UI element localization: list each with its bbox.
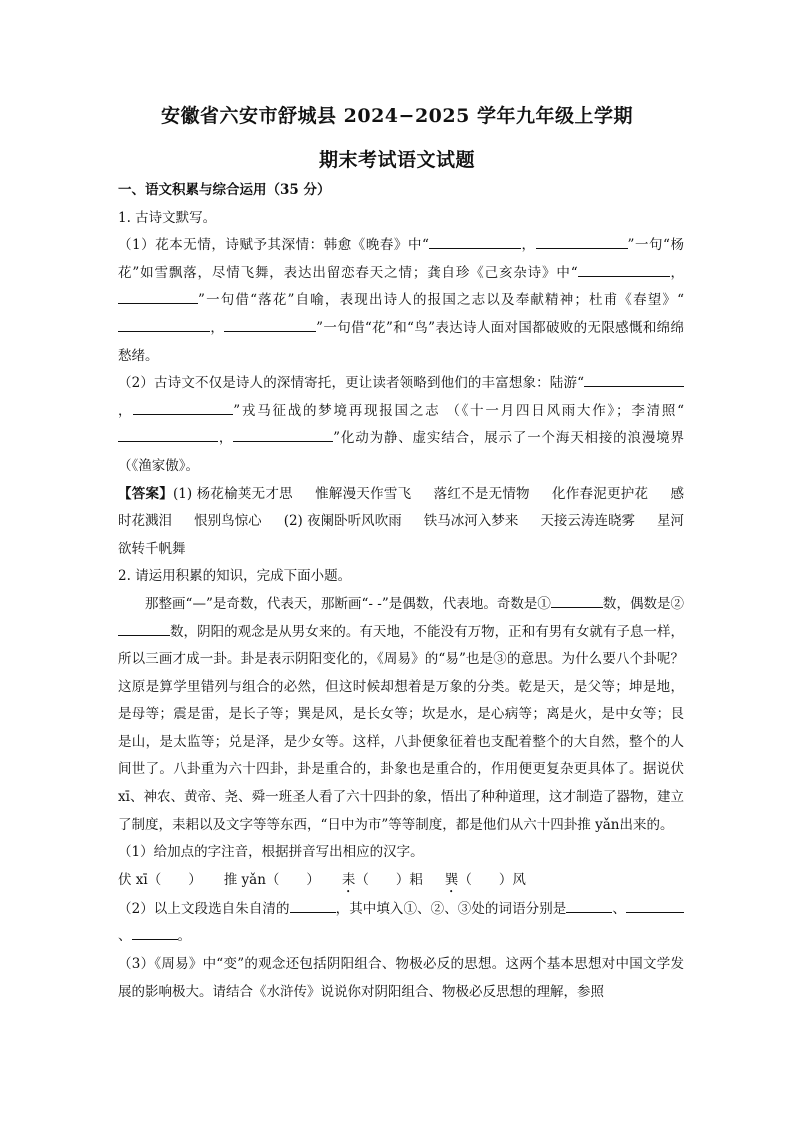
answer-item: 感时花溅泪: [118, 485, 685, 530]
question-1-part-1: [118, 232, 684, 370]
text-run: ，其中填入①、②、③处的词语分别是: [335, 900, 567, 917]
pinyin-item: 伏 xī（ ）: [118, 871, 202, 888]
answer-block: [118, 481, 684, 564]
question-2-heading: 2. 请运用积累的知识，完成下面小题。: [118, 568, 352, 585]
text-run: 。: [177, 928, 191, 945]
text-run: ”一句借“花”和“鸟”表达诗人面对国都破败的无限感慨和绵绵愁绪。: [118, 319, 684, 364]
text-run: （1）花本无情，诗赋予其深情：韩愈《晚春》中“: [118, 237, 429, 254]
answer-blank[interactable]: [290, 898, 336, 913]
pinyin-item: 巽（ ）风: [444, 871, 526, 888]
text-run: 、: [118, 928, 132, 945]
answer-item: 惟解漫天作雪飞: [314, 485, 412, 502]
text-run: 的意思。为什么要八个卦呢？这原是算学里错列与组合的必然，但这时候却想着是万象的分类。乾是天，是父等；坤是地，是母等；震是雷，是长子等；巽是风，是长女等；坎是水，是心病等；离是火，是中女等；艮是山，是太监等；兑是泽，是少女等。这样，八卦便象征着也支配着整个的大自然，整个的人间世了。八卦重为六十四卦，卦是重合的，卦象也是重合的，作用便更复杂更具体了。据说伏 xī、神农、黄帝、尧、舜一班圣人看了六十四卦的象，悟出了种种道理，这才制造了器物，建立了制度，耒耜以及文字等等东西，“日中为市”等等制度，都是他们从六十四卦推 yǎn出来的。: [118, 651, 684, 833]
answer-blank[interactable]: [118, 289, 198, 304]
exam-title-line2: 期末考试语文试题: [318, 149, 475, 171]
answer-blank[interactable]: [132, 925, 178, 940]
text-run: （2）以上文段选自朱自清的: [118, 900, 290, 917]
pinyin-item: 推 yǎn（ ）: [223, 871, 320, 888]
answer-blank[interactable]: [233, 427, 333, 442]
exam-body: [118, 177, 684, 1006]
answer-blank[interactable]: [626, 898, 684, 913]
answer-item: (1) 杨花榆荚无才思: [172, 485, 293, 502]
text-run: ，: [669, 264, 684, 281]
question-2-sub-2: [118, 896, 684, 951]
answer-item: 恨别鸟惊心: [194, 513, 262, 530]
text-run: ，: [210, 319, 225, 336]
text-run: 数，阴阳的观念是从男女来的。有天地，不能没有万物，正和有男有女就有子息一样，所以三画才成一卦。卦是表示阴阳变化的，《周易》的“易”也是③: [118, 623, 684, 668]
section-heading: 一、语文积累与综合运用（35 分）: [118, 182, 331, 198]
text-run: ，: [218, 430, 234, 447]
answer-blank[interactable]: [578, 262, 670, 277]
answer-blank[interactable]: [118, 427, 218, 442]
text-run: ”化动为静、虚实结合，展示了一个海天相接的浪漫境界（《渔家傲》。: [118, 430, 685, 474]
answer-item: 落红不是无情物: [433, 485, 530, 502]
pinyin-item: 耒（ ）耜: [341, 871, 423, 888]
question-2-sub-1: （1）给加点的字注音，根据拼音写出相应的汉字。: [118, 844, 424, 861]
answer-blank[interactable]: [133, 400, 233, 415]
answer-blank[interactable]: [224, 317, 316, 332]
text-run: ”一句借“落花”自喻，表现出诗人的报国之志以及奉献精神；杜甫《春望》“: [198, 292, 684, 309]
text-run: 那整画“—”是奇数，代表天，那断画“- -”是偶数，代表地。奇数是①: [145, 595, 551, 612]
answer-blank[interactable]: [566, 898, 612, 913]
answer-item: 化作春泥更护花: [551, 485, 649, 502]
answer-blank[interactable]: [118, 317, 210, 332]
reading-passage: [118, 591, 684, 839]
answer-item: 天接云涛连晓雾: [540, 513, 636, 530]
text-run: 、: [612, 900, 627, 917]
answer-blank[interactable]: [429, 234, 521, 249]
answer-blank[interactable]: [536, 234, 628, 249]
answer-item: 铁马冰河入梦来: [423, 513, 519, 530]
answer-item: 星河欲转千帆舞: [118, 513, 685, 557]
text-run: 数，偶数是②: [602, 595, 685, 612]
text-run: ”一句“杨花”如雪飘落，尽情飞舞，表达出留恋春天之情；龚自珍《己亥杂诗》中“: [118, 237, 685, 281]
exam-title-line1: 安徽省六安市舒城县 2024−2025 学年九年级上学期: [161, 105, 633, 127]
text-run: ”戎马征战的梦境再现报国之志 （《十一月四日风雨大作》；李清照“: [233, 402, 685, 419]
answer-blank[interactable]: [584, 372, 684, 387]
answer-label: 【答案】: [118, 485, 173, 502]
answer-item: (2) 夜阑卧听风吹雨: [283, 513, 402, 530]
pinyin-items-line: [118, 867, 684, 896]
question-1-heading: 1. 古诗文默写。: [118, 209, 217, 226]
text-run: ，: [118, 402, 134, 419]
question-2-sub-3: （3）《周易》中“变”的观念还包括阴阳组合、物极必反的思想。这两个基本思想对中国文学发展的影响极大。请结合《水浒传》说说你对阴阳组合、物极必反思想的理解，参照: [118, 956, 684, 1000]
question-1-part-2: [118, 370, 684, 480]
answer-blank[interactable]: [551, 593, 603, 608]
text-run: ，: [520, 237, 536, 254]
answer-blank[interactable]: [118, 621, 170, 636]
text-run: （2）古诗文不仅是诗人的深情寄托，更让读者领略到他们的丰富想象：陆游“: [118, 375, 584, 392]
